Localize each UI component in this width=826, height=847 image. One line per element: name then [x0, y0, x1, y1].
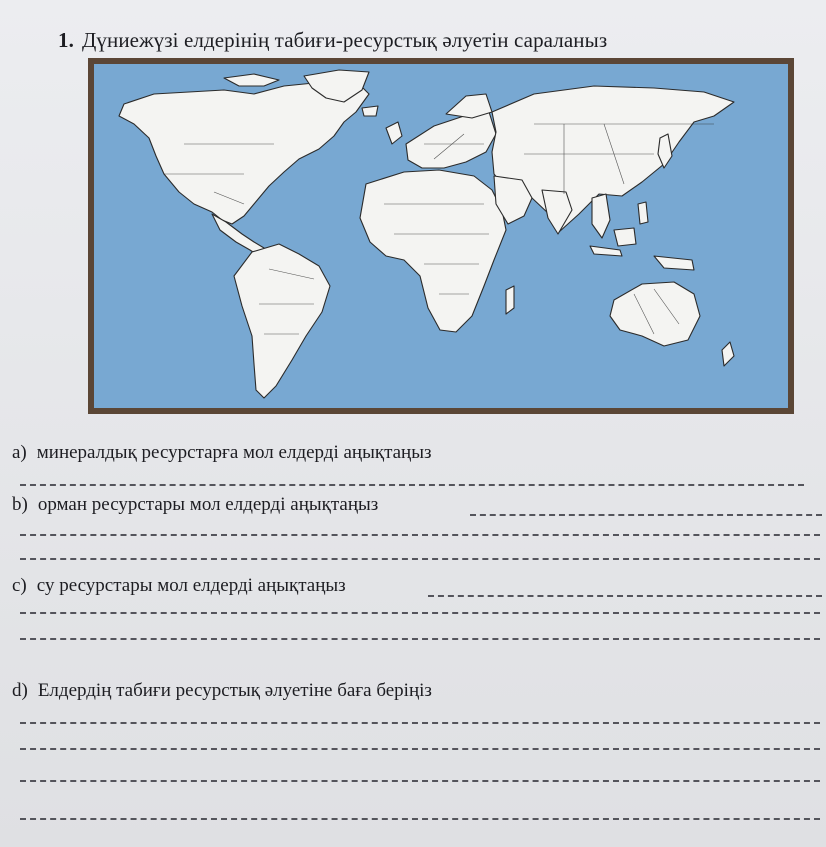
- answer-line[interactable]: [20, 818, 820, 820]
- philippines: [638, 202, 648, 224]
- answer-line[interactable]: [20, 780, 820, 782]
- iceland: [362, 106, 378, 116]
- question-b: [12, 494, 378, 516]
- question-b-letter: b): [12, 494, 28, 515]
- task-title: [58, 28, 607, 53]
- task-number: 1.: [58, 28, 74, 52]
- indonesia-borneo: [614, 228, 636, 246]
- question-a-letter: a): [12, 442, 27, 463]
- question-d-text: Елдердің табиғи ресурстық әлуетіне баға беріңіз: [37, 680, 432, 701]
- world-map-image: [94, 64, 788, 408]
- answer-line[interactable]: [428, 595, 822, 597]
- answer-line[interactable]: [20, 558, 820, 560]
- question-a-text: минералдық ресурстарға мол елдерді аңықтаңыз: [36, 442, 432, 463]
- question-d-letter: d): [12, 680, 28, 701]
- task-title-text: Дүниежүзі елдерінің табиғи-ресурстық әлуетін сараланыз: [81, 28, 608, 52]
- answer-line[interactable]: [20, 612, 820, 614]
- answer-line[interactable]: [20, 638, 820, 640]
- answer-line[interactable]: [20, 484, 804, 486]
- question-d: [12, 680, 432, 702]
- answer-line[interactable]: [20, 722, 820, 724]
- question-a: [12, 442, 432, 464]
- answer-line[interactable]: [470, 514, 822, 516]
- world-map: [88, 58, 794, 414]
- answer-line[interactable]: [20, 534, 820, 536]
- question-c-text: су ресурстары мол елдерді аңықтаңыз: [36, 575, 346, 596]
- question-c-letter: c): [12, 575, 27, 596]
- answer-line[interactable]: [20, 748, 820, 750]
- question-c: [12, 575, 346, 597]
- question-b-text: орман ресурстары мол елдерді аңықтаңыз: [37, 494, 379, 515]
